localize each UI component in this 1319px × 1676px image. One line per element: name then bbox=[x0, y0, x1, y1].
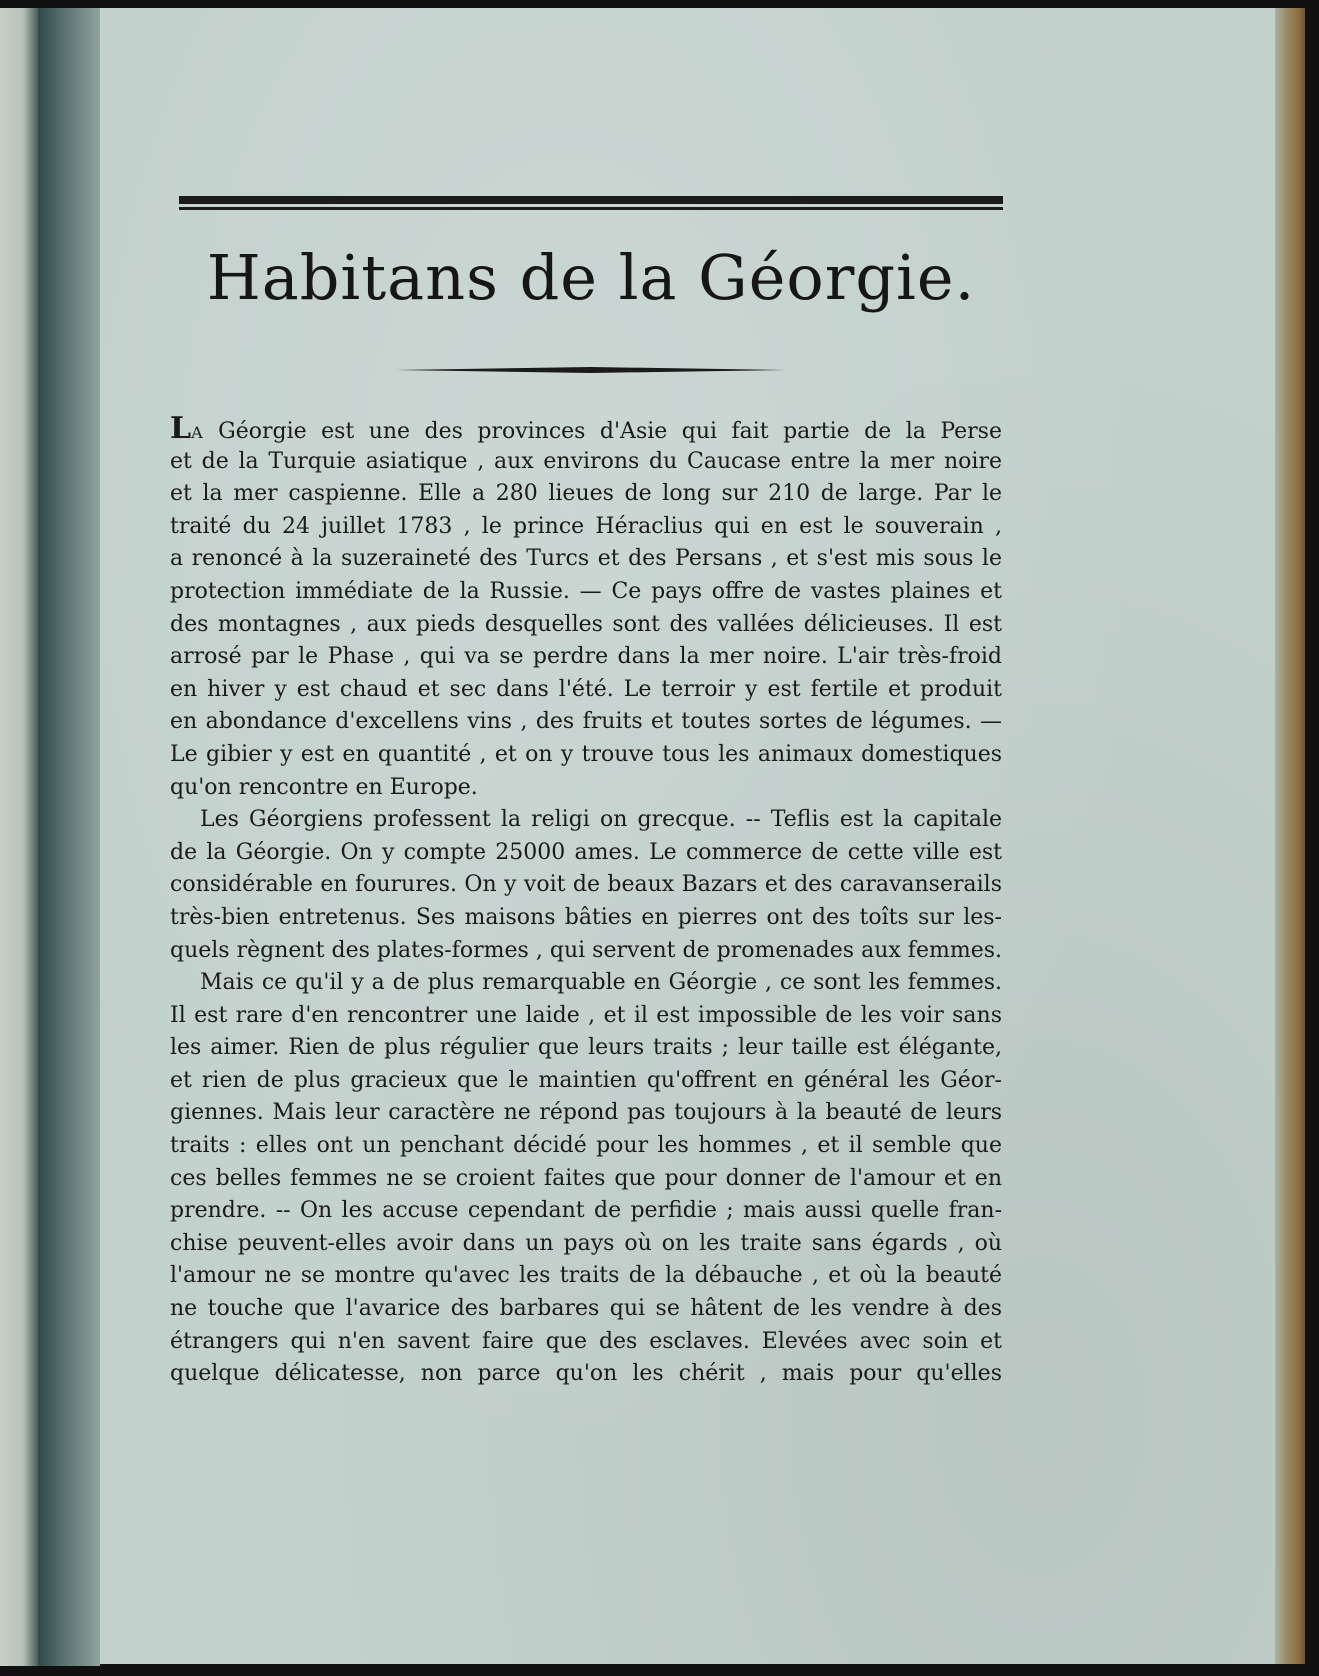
text-line: et rien de plus gracieux que le maintien qu'offrent en général les Géor- bbox=[170, 1067, 1002, 1093]
text-line: arrosé par le Phase , qui va se perdre dans la mer noire. L'air très-froid bbox=[170, 644, 1002, 670]
text-line: giennes. Mais leur caractère ne répond pas toujours à la beauté de leurs bbox=[170, 1100, 1002, 1126]
text-line: traits : elles ont un penchant décidé pour les hommes , et il semble que bbox=[170, 1133, 1002, 1159]
text-line: et de la Turquie asiatique , aux environs du Caucase entre la mer noire bbox=[170, 448, 1002, 474]
text-line: a renoncé à la suzeraineté des Turcs et des Persans , et s'est mis sous le bbox=[170, 546, 1002, 572]
facing-page-edge bbox=[0, 8, 38, 1666]
text-line: de la Géorgie. On y compte 25000 ames. Le commerce de cette ville est bbox=[170, 839, 1002, 865]
drop-cap: L bbox=[170, 413, 192, 446]
drop-cap-rest: A bbox=[191, 423, 204, 442]
text-line: Il est rare d'en rencontrer une laide , et il est impossible de les voir sans bbox=[170, 1002, 1002, 1028]
text-line: ces belles femmes ne se croient faites que pour donner de l'amour et en bbox=[170, 1165, 1002, 1191]
text-line: Les Géorgiens professent la religi on grecque. -- Teflis est la capitale bbox=[200, 807, 1002, 833]
text-line: en hiver y est chaud et sec dans l'été. Le terroir y est fertile et produit bbox=[170, 676, 1002, 702]
body-text bbox=[170, 413, 1002, 1391]
book-gutter bbox=[38, 8, 100, 1666]
text-line: des montagnes , aux pieds desquelles sont des vallées délicieuses. Il est bbox=[170, 611, 1002, 637]
text-line: en abondance d'excellens vins , des fruits et toutes sortes de légumes. — bbox=[170, 709, 1002, 735]
text-line: et la mer caspienne. Elle a 280 lieues de long sur 210 de large. Par le bbox=[170, 481, 1002, 507]
text-line: traité du 24 juillet 1783 , le prince Héraclius qui en est le souverain , bbox=[170, 513, 1002, 539]
text-line: considérable en fourures. On y voit de beaux Bazars et des caravanserails bbox=[170, 872, 1002, 898]
text-line: ne touche que l'avarice des barbares qui se hâtent de les vendre à des bbox=[170, 1296, 1002, 1322]
text-line: protection immédiate de la Russie. — Ce pays offre de vastes plaines et bbox=[170, 578, 1002, 604]
text-line: prendre. -- On les accuse cependant de perfidie ; mais aussi quelle fran- bbox=[170, 1198, 1002, 1224]
text-line: Le gibier y est en quantité , et on y trouve tous les animaux domestiques bbox=[170, 741, 1002, 767]
text-line: les aimer. Rien de plus régulier que leurs traits ; leur taille est élégante, bbox=[170, 1035, 1002, 1061]
text-line: très-bien entretenus. Ses maisons bâties en pierres ont des toîts sur les- bbox=[170, 904, 1002, 930]
text-line: étrangers qui n'en savent faire que des esclaves. Elevées avec soin et bbox=[170, 1328, 1002, 1354]
text-line: quels règnent des plates-formes , qui servent de promenades aux femmes. bbox=[170, 937, 1002, 963]
page-title: Habitans de la Géorgie. bbox=[206, 241, 976, 314]
text-line: LA Géorgie est une des provinces d'Asie qui fait partie de la Perse bbox=[170, 413, 1002, 446]
text-line: chise peuvent-elles avoir dans un pays où on les traite sans égards , où bbox=[170, 1230, 1002, 1256]
text-line: Mais ce qu'il y a de plus remarquable en Géorgie , ce sont les femmes. bbox=[200, 970, 1002, 996]
title-ornament-rule bbox=[396, 367, 786, 373]
text-line: quelque délicatesse, non parce qu'on les chérit , mais pour qu'elles bbox=[170, 1361, 1002, 1387]
text-line: qu'on rencontre en Europe. bbox=[170, 774, 478, 800]
text-line: l'amour ne se montre qu'avec les traits de la débauche , et où la beauté bbox=[170, 1263, 1002, 1289]
header-double-rule bbox=[179, 196, 1003, 214]
page-stack-edge bbox=[1275, 8, 1305, 1664]
